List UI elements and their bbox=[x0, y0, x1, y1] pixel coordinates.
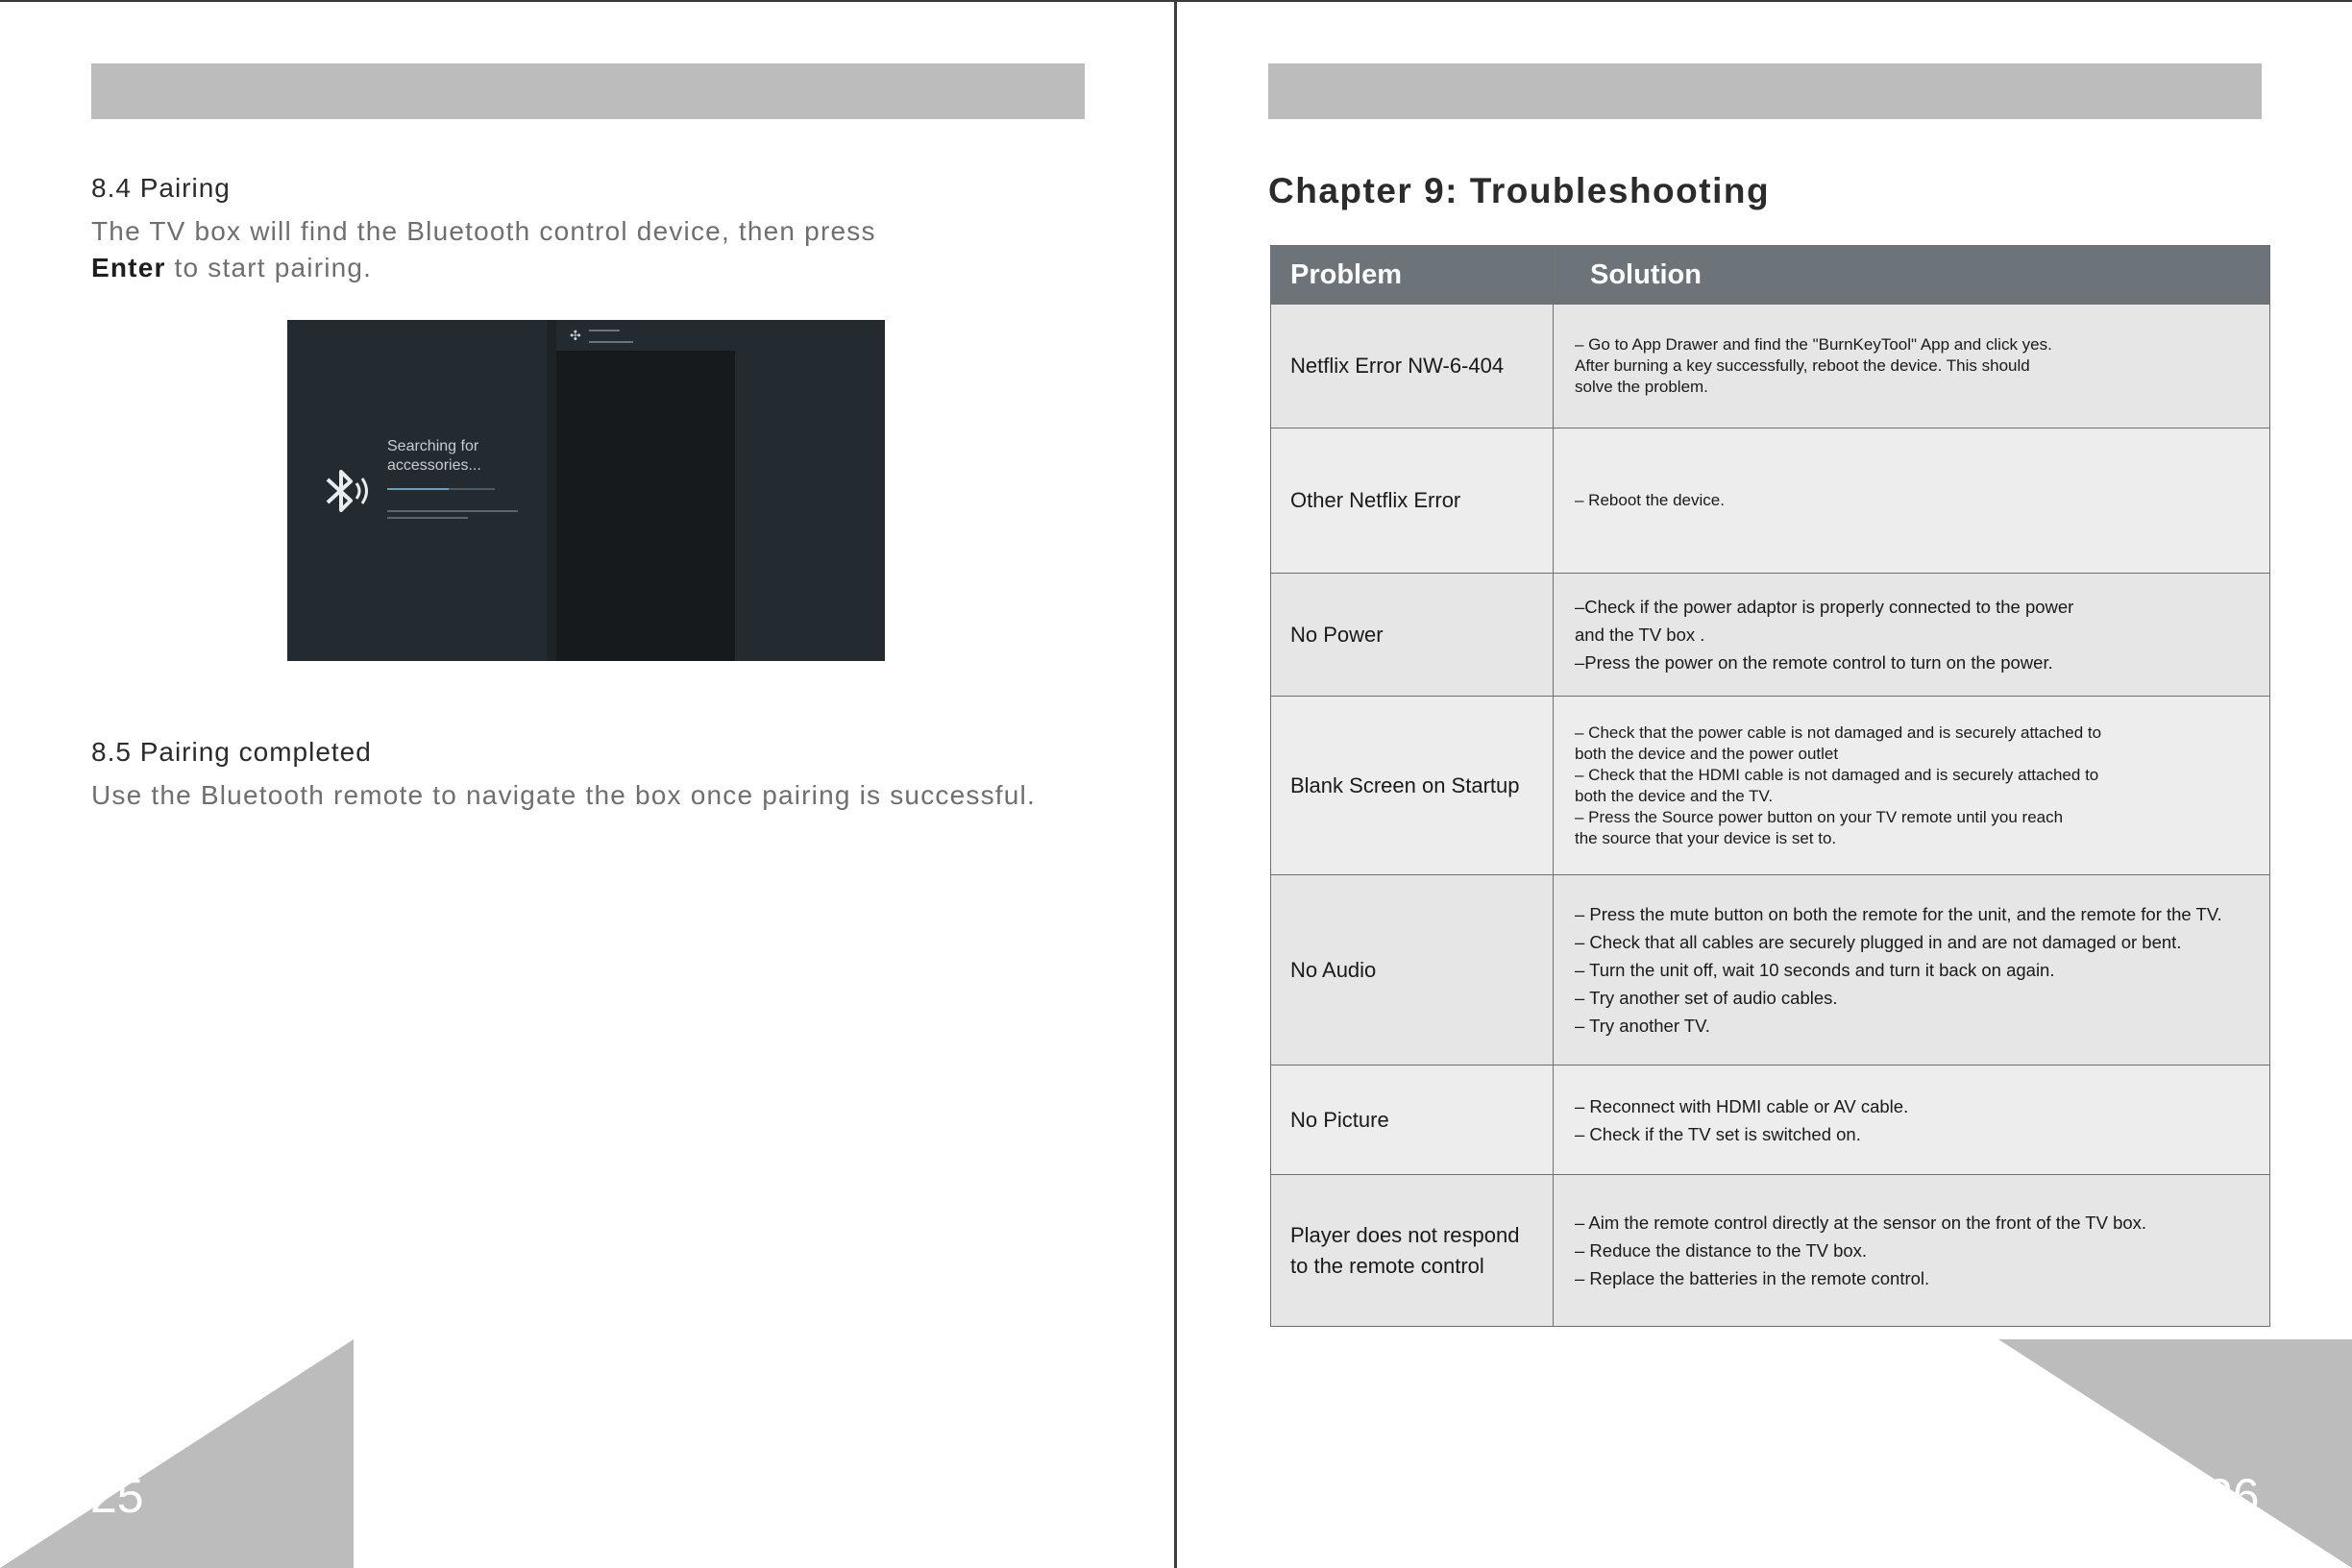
section-8-4-title: 8.4 Pairing bbox=[91, 173, 231, 203]
troubleshooting-table bbox=[1270, 245, 2270, 1327]
right-header-bar bbox=[1268, 63, 2262, 119]
problem-cell: Netflix Error NW-6-404 bbox=[1271, 305, 1554, 429]
problem-cell: No Power bbox=[1271, 574, 1554, 697]
page-number-right: 26 bbox=[2206, 1469, 2260, 1523]
problem-cell: Player does not respond to the remote control bbox=[1271, 1175, 1554, 1327]
solution-cell: – Go to App Drawer and find the "BurnKeyTool" App and click yes. After burning a key successfully, reboot the device. This should solve the problem. bbox=[1554, 305, 2270, 429]
page-corner-right bbox=[1998, 1339, 2352, 1568]
table-row bbox=[1271, 1175, 2270, 1327]
header-solution: Solution bbox=[1554, 246, 2270, 305]
search-progress-bar bbox=[387, 488, 495, 490]
table-row bbox=[1271, 875, 2270, 1066]
left-header-bar bbox=[91, 63, 1085, 119]
solution-cell: – Reconnect with HDMI cable or AV cable. – Check if the TV set is switched on. bbox=[1554, 1066, 2270, 1175]
problem-cell: Other Netflix Error bbox=[1271, 429, 1554, 574]
bluetooth-icon bbox=[322, 464, 372, 518]
solution-cell: – Reboot the device. bbox=[1554, 429, 2270, 574]
solution-cell: –Check if the power adaptor is properly connected to the power and the TV box . –Press the power on the remote control to turn on the power. bbox=[1554, 574, 2270, 697]
table-row bbox=[1271, 697, 2270, 875]
enter-key-label: Enter bbox=[91, 253, 166, 282]
page-corner-left bbox=[0, 1339, 354, 1568]
section-8-4-body bbox=[91, 213, 876, 286]
chapter-title: Chapter 9: Troubleshooting bbox=[1268, 171, 1771, 210]
problem-cell: No Picture bbox=[1271, 1066, 1554, 1175]
header-problem: Problem bbox=[1271, 246, 1554, 305]
section-8-5-body: Use the Bluetooth remote to navigate the box once pairing is successful. bbox=[91, 780, 1036, 810]
solution-cell: – Check that the power cable is not damaged and is securely attached to both the device and the power outlet – Check that the HDMI cable is not damaged and is securely attached to both the device and the TV. – Press the Source power button on your TV remote until you reach the source that your device is set to. bbox=[1554, 697, 2270, 875]
right-page bbox=[1177, 0, 2352, 1568]
device-list-panel bbox=[556, 351, 735, 661]
solution-cell: – Aim the remote control directly at the sensor on the front of the TV box. – Reduce the distance to the TV box. – Replace the batteries in the remote control. bbox=[1554, 1175, 2270, 1327]
page-number-left: 25 bbox=[90, 1469, 144, 1523]
table-row bbox=[1271, 305, 2270, 429]
section-8-4-body-line1: The TV box will find the Bluetooth control device, then press bbox=[91, 216, 876, 246]
problem-cell: Blank Screen on Startup bbox=[1271, 697, 1554, 875]
searching-text: Searching for accessories... bbox=[387, 438, 481, 474]
problem-cell: No Audio bbox=[1271, 875, 1554, 1066]
pairing-screenshot bbox=[287, 320, 885, 661]
table-row bbox=[1271, 574, 2270, 697]
section-8-4-body-line2: to start pairing. bbox=[165, 253, 373, 282]
gamepad-icon: ✣ bbox=[570, 328, 581, 343]
table-row bbox=[1271, 1066, 2270, 1175]
solution-cell: – Press the mute button on both the remote for the unit, and the remote for the TV. – Check that all cables are securely plugged in and are not damaged or bent. – Turn the unit off, wait 10 seconds and turn it back on again. – Try another set of audio cables. – Try another TV. bbox=[1554, 875, 2270, 1066]
left-page bbox=[0, 0, 1174, 1568]
section-8-5-title: 8.5 Pairing completed bbox=[91, 737, 372, 767]
table-row bbox=[1271, 429, 2270, 574]
